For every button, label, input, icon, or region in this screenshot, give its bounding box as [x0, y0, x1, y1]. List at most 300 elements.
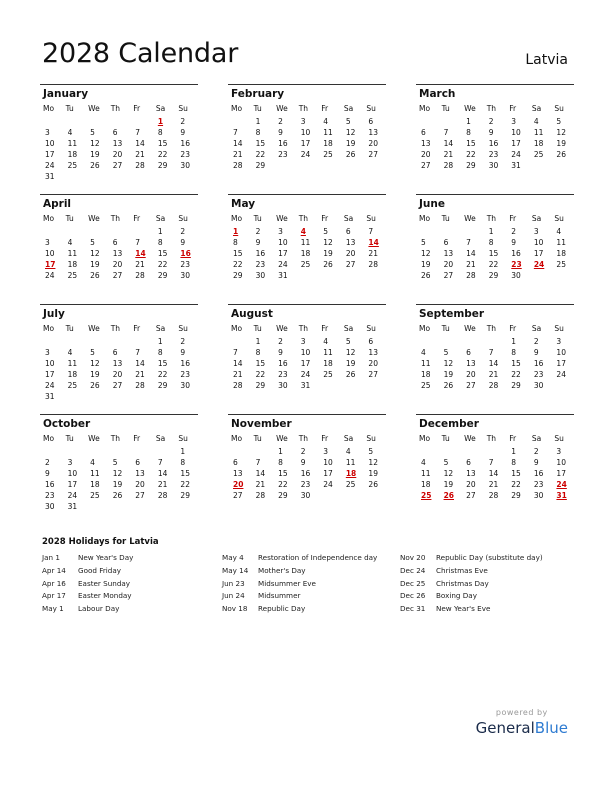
weekday-header: Th [298, 104, 309, 113]
month-october [40, 414, 198, 524]
holiday-name: Restoration of Independence day [258, 553, 378, 562]
weekday-header: Su [554, 214, 564, 223]
empty-day [130, 336, 153, 347]
weekday-header: Th [110, 434, 121, 443]
day-cell: 23 [45, 491, 55, 501]
day-cell: 15 [157, 249, 168, 259]
day-cell: 3 [45, 238, 50, 248]
day-cell: 9 [180, 128, 186, 138]
weekday-header: Tu [65, 324, 74, 333]
day-cell: 10 [511, 128, 521, 138]
month-june [416, 194, 574, 304]
day-cell: 27 [112, 381, 123, 391]
day-cell: 14 [157, 469, 168, 479]
weekday-header: Sa [155, 214, 166, 223]
day-cell: 30 [45, 502, 55, 512]
day-cell: 27 [368, 370, 378, 380]
day-cell: 20 [466, 480, 476, 490]
holiday-date: Jun 23 [222, 578, 245, 588]
weekday-header: Mo [231, 324, 243, 333]
weekday-header: Mo [419, 434, 431, 443]
day-cell: 15 [255, 359, 266, 369]
day-grid [416, 432, 574, 501]
generalblue-logo [476, 719, 568, 737]
day-cell: 28 [157, 491, 168, 501]
day-cell: 23 [278, 370, 288, 380]
weekday-header: Mo [43, 434, 55, 443]
empty-day [228, 336, 251, 347]
day-cell: 26 [90, 381, 100, 391]
weekday-header: Fr [509, 214, 517, 223]
day-cell: 4 [67, 348, 73, 358]
day-cell: 3 [278, 227, 283, 236]
weekday-header: Sa [531, 324, 542, 333]
day-cell: 16 [488, 139, 499, 149]
holiday-date: May 14 [222, 565, 249, 575]
holiday-item [400, 552, 543, 565]
day-cell: 21 [368, 249, 378, 259]
day-cell: 13 [345, 238, 356, 248]
empty-day [484, 446, 507, 457]
day-cell: 27 [421, 161, 431, 171]
empty-day [439, 446, 462, 457]
day-cell: 29 [466, 161, 476, 171]
day-grid [40, 322, 198, 403]
day-cell: 29 [157, 161, 168, 171]
holiday-column [222, 552, 377, 616]
day-cell: 9 [533, 348, 539, 358]
day-cell: 25 [300, 260, 311, 270]
day-cell: 10 [67, 469, 78, 479]
day-cell: 3 [45, 128, 50, 138]
weekday-header: Mo [419, 104, 431, 113]
day-cell: 20 [421, 150, 431, 160]
weekday-header: Tu [441, 104, 450, 113]
weekday-header: Su [178, 214, 188, 223]
weekday-header: Th [486, 104, 497, 113]
empty-day [153, 446, 176, 457]
day-cell: 20 [112, 260, 123, 270]
holiday-item [222, 552, 377, 565]
day-cell: 22 [488, 260, 499, 270]
day-cell: 4 [67, 238, 73, 248]
day-cell: 10 [300, 348, 311, 358]
empty-day [439, 116, 462, 127]
weekday-header: Mo [43, 214, 55, 223]
day-cell: 5 [421, 238, 426, 248]
day-cell: 1 [278, 447, 283, 456]
day-cell: 13 [368, 348, 378, 358]
weekday-header: Mo [43, 324, 55, 333]
empty-day [461, 336, 484, 347]
day-cell: 11 [421, 359, 431, 369]
day-cell: 28 [233, 161, 243, 171]
page-title: 2028 Calendar [42, 38, 239, 69]
day-cell: 15 [278, 469, 288, 479]
day-cell: 11 [67, 249, 78, 259]
day-cell: 28 [466, 271, 476, 281]
day-cell: 19 [90, 260, 100, 270]
day-cell: 30 [488, 161, 499, 171]
day-cell: 31 [45, 392, 55, 402]
weekday-header: Sa [155, 324, 166, 333]
day-cell: 21 [443, 150, 454, 160]
day-cell: 26 [323, 260, 333, 270]
empty-day [416, 446, 439, 457]
month-february [228, 84, 386, 194]
day-cell: 2 [255, 227, 261, 236]
day-cell: 14 [233, 359, 243, 369]
holiday-name: Labour Day [78, 604, 120, 614]
weekday-header: Tu [441, 324, 450, 333]
day-cell: 26 [443, 381, 454, 391]
day-cell: 21 [488, 370, 499, 380]
day-cell: 3 [300, 117, 306, 126]
day-cell: 17 [300, 359, 311, 369]
day-cell: 20 [466, 370, 476, 380]
day-cell: 7 [157, 458, 163, 468]
day-cell: 5 [90, 128, 95, 138]
day-cell: 23 [533, 480, 544, 490]
day-cell: 25 [67, 271, 78, 281]
day-cell: 12 [90, 249, 100, 259]
day-cell: 22 [157, 260, 168, 270]
day-cell: 15 [233, 249, 243, 259]
holiday-date: Jan 1 [42, 553, 60, 562]
day-cell: 19 [556, 139, 566, 149]
day-cell: 11 [323, 348, 333, 358]
day-cell: 23 [180, 260, 190, 270]
day-cell: 2 [511, 227, 517, 236]
day-cell: 15 [157, 139, 168, 149]
day-cell: 20 [368, 359, 378, 369]
weekday-header: Fr [509, 324, 517, 333]
day-cell: 22 [233, 260, 243, 270]
day-cell: 10 [556, 458, 566, 468]
holiday-item [222, 578, 377, 591]
holiday-date: Jun 24 [222, 591, 245, 601]
day-cell: 18 [533, 139, 544, 149]
weekday-header: Mo [419, 324, 431, 333]
holiday-item [42, 578, 133, 591]
day-cell: 7 [135, 238, 141, 248]
day-cell: 5 [112, 458, 118, 468]
empty-day [85, 336, 108, 347]
day-cell: 25 [533, 150, 544, 160]
empty-day [416, 226, 439, 237]
holiday-item [42, 565, 133, 578]
holiday-date: Apr 16 [42, 578, 66, 588]
day-cell: 7 [255, 458, 261, 468]
day-cell: 30 [255, 271, 266, 281]
day-grid [40, 102, 198, 183]
day-cell: 14 [488, 469, 499, 479]
holiday-name: New Year's Eve [436, 604, 491, 614]
day-cell: 22 [511, 480, 521, 490]
day-cell: 26 [90, 271, 100, 281]
day-cell: 9 [278, 348, 283, 358]
day-cell: 24 [300, 370, 311, 380]
holiday-date: Dec 24 [400, 565, 426, 575]
day-cell: 16 [255, 249, 266, 259]
day-cell: 25 [556, 260, 566, 270]
holiday-item [222, 603, 377, 616]
month-march [416, 84, 574, 194]
day-cell: 19 [323, 249, 333, 259]
day-cell: 14 [135, 139, 145, 149]
day-cell: 21 [157, 480, 168, 490]
day-cell: 30 [533, 491, 544, 501]
empty-day [108, 116, 131, 127]
day-cell: 22 [255, 150, 266, 160]
day-cell: 2 [180, 117, 186, 126]
day-cell: 11 [323, 128, 333, 138]
holiday-list [42, 552, 582, 622]
day-cell: 15 [157, 359, 168, 369]
day-cell: 26 [345, 370, 356, 380]
day-cell: 2 [180, 337, 186, 346]
day-cell: 26 [90, 161, 100, 171]
logo-blue: Blue [534, 719, 568, 737]
day-cell: 6 [368, 337, 374, 346]
day-cell: 11 [345, 458, 356, 468]
day-cell: 17 [323, 469, 333, 479]
weekday-header: Mo [231, 214, 243, 223]
day-cell: 18 [300, 249, 311, 259]
day-cell: 2 [278, 337, 283, 346]
day-cell: 27 [368, 150, 378, 160]
day-cell: 18 [67, 150, 78, 160]
day-cell: 27 [135, 491, 145, 501]
holiday-date: Apr 17 [42, 591, 66, 601]
weekday-header: We [276, 324, 288, 333]
day-cell: 13 [466, 469, 476, 479]
day-cell: 28 [255, 491, 266, 501]
day-cell: 26 [556, 150, 566, 160]
holiday-date: May 4 [222, 553, 244, 562]
empty-day [40, 336, 63, 347]
holiday-name: Christmas Eve [436, 565, 488, 575]
day-cell: 29 [511, 381, 521, 391]
weekday-header: We [276, 104, 288, 113]
day-cell: 29 [488, 271, 499, 281]
day-cell: 7 [135, 128, 141, 138]
day-cell: 7 [466, 238, 471, 248]
day-cell: 10 [556, 348, 566, 358]
day-cell: 28 [135, 161, 145, 171]
empty-day [130, 446, 153, 457]
day-cell: 17 [45, 150, 55, 160]
weekday-header: Fr [509, 434, 517, 443]
weekday-header: Su [554, 324, 564, 333]
day-cell: 20 [112, 370, 123, 380]
weekday-header: Su [554, 434, 564, 443]
weekday-header: Fr [133, 214, 141, 223]
day-cell: 9 [533, 458, 539, 468]
weekday-header: Su [366, 434, 376, 443]
weekday-header: Fr [133, 324, 141, 333]
empty-day [40, 226, 63, 237]
weekday-header: Su [366, 214, 376, 223]
weekday-header: Th [110, 104, 121, 113]
empty-day [228, 446, 251, 457]
day-cell: 20 [135, 480, 145, 490]
day-cell: 3 [300, 337, 306, 346]
weekday-header: Tu [441, 434, 450, 443]
day-cell: 5 [345, 117, 351, 126]
holiday-day: 1 [157, 117, 164, 126]
day-cell: 11 [300, 238, 311, 248]
weekday-header: Fr [133, 434, 141, 443]
day-cell: 26 [345, 150, 356, 160]
day-cell: 19 [345, 359, 356, 369]
holiday-name: Good Friday [78, 565, 121, 575]
weekday-header: We [88, 214, 100, 223]
weekday-header: Tu [65, 434, 74, 443]
holiday-name: Easter Sunday [78, 578, 131, 588]
day-cell: 29 [233, 271, 243, 281]
day-cell: 31 [45, 172, 55, 182]
holiday-item [400, 565, 543, 578]
holiday-item [42, 552, 133, 565]
day-cell: 10 [533, 238, 544, 248]
weekday-header: Mo [419, 214, 431, 223]
month-july [40, 304, 198, 414]
weekday-header: Sa [343, 324, 354, 333]
month-name: June [419, 198, 445, 210]
day-cell: 2 [180, 227, 186, 236]
holiday-day: 24 [533, 260, 545, 270]
day-cell: 12 [323, 238, 333, 248]
empty-day [40, 446, 63, 457]
day-cell: 7 [233, 128, 238, 138]
day-grid [40, 212, 198, 281]
empty-day [416, 336, 439, 347]
holiday-day: 4 [300, 227, 306, 236]
day-cell: 9 [511, 238, 517, 248]
empty-day [63, 336, 86, 347]
day-cell: 16 [45, 480, 55, 490]
weekday-header: We [464, 214, 476, 223]
weekday-header: Sa [155, 434, 166, 443]
day-cell: 6 [368, 117, 374, 126]
month-may [228, 194, 386, 304]
month-row [40, 414, 574, 524]
weekday-header: Tu [65, 104, 74, 113]
day-cell: 8 [233, 238, 238, 248]
day-cell: 17 [278, 249, 288, 259]
empty-day [416, 116, 439, 127]
day-cell: 16 [300, 469, 311, 479]
day-cell: 7 [233, 348, 238, 358]
day-cell: 30 [511, 271, 521, 281]
day-cell: 11 [90, 469, 100, 479]
holiday-day: 14 [135, 249, 146, 259]
day-cell: 27 [443, 271, 454, 281]
day-cell: 2 [300, 447, 306, 456]
day-grid [416, 322, 574, 391]
weekday-header: Fr [509, 104, 517, 113]
day-cell: 20 [443, 260, 454, 270]
day-cell: 15 [511, 469, 521, 479]
holidays-title: 2028 Holidays for Latvia [42, 537, 159, 547]
day-cell: 17 [45, 370, 55, 380]
day-cell: 14 [135, 359, 145, 369]
day-cell: 31 [511, 161, 521, 171]
weekday-header: Sa [343, 214, 354, 223]
day-cell: 30 [278, 381, 288, 391]
holiday-day: 17 [45, 260, 56, 270]
day-cell: 8 [466, 128, 471, 138]
month-name: February [231, 88, 285, 100]
weekday-header: Su [178, 434, 188, 443]
weekday-header: We [276, 214, 288, 223]
powered-by-text: powered by [495, 708, 548, 717]
day-cell: 21 [255, 480, 266, 490]
day-cell: 13 [233, 469, 243, 479]
day-cell: 4 [67, 128, 73, 138]
empty-day [461, 446, 484, 457]
month-april [40, 194, 198, 304]
day-cell: 6 [135, 458, 141, 468]
holiday-date: Apr 14 [42, 565, 66, 575]
day-cell: 18 [421, 370, 431, 380]
weekday-header: Mo [231, 104, 243, 113]
holiday-date: Nov 20 [400, 553, 426, 562]
weekday-header: Fr [133, 104, 141, 113]
empty-day [130, 226, 153, 237]
holiday-name: Midsummer Eve [258, 578, 316, 588]
day-cell: 13 [135, 469, 145, 479]
day-cell: 22 [466, 150, 476, 160]
holiday-day: 25 [421, 491, 432, 501]
day-cell: 24 [556, 370, 566, 380]
day-cell: 26 [368, 480, 378, 490]
day-cell: 14 [488, 359, 499, 369]
weekday-header: Tu [253, 214, 262, 223]
empty-day [439, 336, 462, 347]
day-cell: 11 [421, 469, 431, 479]
holiday-item [42, 603, 133, 616]
day-cell: 6 [112, 348, 118, 358]
day-cell: 11 [67, 139, 78, 149]
day-grid [228, 432, 386, 501]
day-cell: 1 [255, 117, 261, 126]
month-name: May [231, 198, 256, 210]
holiday-item [222, 590, 377, 603]
holiday-name: Midsummer [258, 591, 301, 601]
holiday-name: Republic Day [258, 604, 306, 614]
day-cell: 29 [278, 491, 288, 501]
day-cell: 12 [112, 469, 123, 479]
empty-day [85, 226, 108, 237]
weekday-header: Tu [253, 324, 262, 333]
weekday-header: Fr [321, 324, 329, 333]
day-cell: 1 [466, 117, 471, 126]
month-name: December [419, 418, 479, 430]
empty-day [85, 116, 108, 127]
holiday-day: 23 [511, 260, 522, 270]
month-name: September [419, 308, 485, 320]
day-cell: 7 [488, 348, 494, 358]
day-cell: 16 [278, 139, 288, 149]
day-cell: 22 [157, 150, 168, 160]
weekday-header: Th [486, 434, 497, 443]
day-cell: 29 [255, 381, 266, 391]
day-cell: 18 [556, 249, 566, 259]
day-cell: 6 [421, 128, 426, 138]
day-cell: 13 [421, 139, 431, 149]
